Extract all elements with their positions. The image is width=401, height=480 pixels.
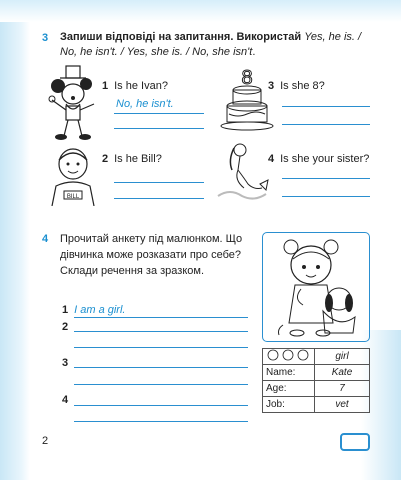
sentence-line-4b xyxy=(74,421,248,422)
card-row xyxy=(263,349,370,365)
sentence-line-1 xyxy=(74,317,248,318)
page-number: 2 xyxy=(42,435,49,447)
answer-line-1a xyxy=(114,113,204,114)
card-row xyxy=(263,397,370,413)
sentence-line-2b xyxy=(74,347,248,348)
question-1: 1 Is he Ivan? xyxy=(102,80,168,92)
sentence-line-3b xyxy=(74,384,248,385)
answer-line-4a xyxy=(282,178,370,179)
top-decor-band xyxy=(0,0,401,22)
instruction-italic: Yes, he is. / No, he isn't. / Yes, she is. / No, she isn't xyxy=(60,31,362,58)
question-4: 4 Is she your sister? xyxy=(268,153,370,165)
sentence-line-4a xyxy=(74,405,248,406)
page-tab xyxy=(340,433,370,451)
birthday-cake-icon xyxy=(218,66,276,132)
boy-icon xyxy=(48,146,98,206)
answer-1: No, he isn't. xyxy=(116,98,174,110)
girl-picture-frame xyxy=(262,232,370,342)
mickey-mouse-icon xyxy=(44,64,100,142)
answer-line-3a xyxy=(282,106,370,107)
answer-line-2b xyxy=(114,198,204,199)
card-value-gender: girl xyxy=(315,349,370,365)
card-faces-icon xyxy=(263,349,315,365)
svg-text:BILL: BILL xyxy=(66,194,80,200)
card-value-job: vet xyxy=(315,397,370,413)
sentence-4: 4 xyxy=(62,394,69,406)
sentence-1: 1 I am a girl. xyxy=(62,304,126,316)
sentence-line-3a xyxy=(74,367,248,368)
svg-text:8: 8 xyxy=(241,67,253,89)
card-label-name: Name: xyxy=(263,365,315,381)
sentence-3: 3 xyxy=(62,357,69,369)
instruction-bold: Запиши відповіді на запитання. Використай xyxy=(60,31,305,43)
card-label-job: Job: xyxy=(263,397,315,413)
answer-line-3b xyxy=(282,124,370,125)
exercise-4-number: 4 xyxy=(42,233,49,245)
card-row xyxy=(263,381,370,397)
girl-with-dog-icon xyxy=(263,233,368,340)
mermaid-icon xyxy=(214,140,270,200)
card-value-name: Kate xyxy=(315,365,370,381)
question-2: 2 Is he Bill? xyxy=(102,153,162,165)
answer-line-2a xyxy=(114,182,204,183)
sentence-2: 2 xyxy=(62,321,69,333)
sentence-line-2a xyxy=(74,331,248,332)
card-value-age: 7 xyxy=(315,381,370,397)
question-3: 3 Is she 8? xyxy=(268,80,325,92)
answer-line-4b xyxy=(282,196,370,197)
answer-line-1b xyxy=(114,128,204,129)
exercise-3-instruction: Запиши відповіді на запитання. Використай Yes, he is. / No, he isn't. / Yes, she is. / No, she isn't. xyxy=(60,31,362,58)
exercise-4-instruction: Прочитай анкету під малюнком. Що дівчинка може розказати про себе? Склади речення за зразком. xyxy=(60,233,243,277)
card-label-age: Age: xyxy=(263,381,315,397)
card-row xyxy=(263,365,370,381)
exercise-3-number: 3 xyxy=(42,32,49,44)
profile-card xyxy=(262,348,370,413)
left-decor-band xyxy=(0,0,30,480)
